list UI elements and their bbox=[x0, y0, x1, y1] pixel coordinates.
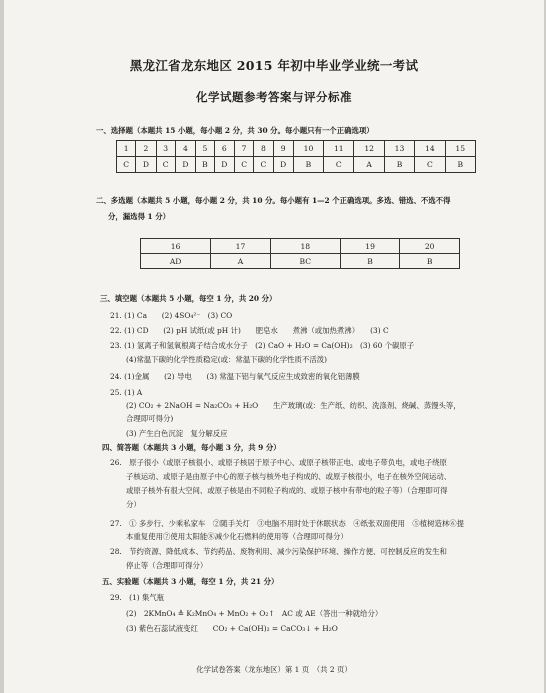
answer-25-part-3: (3) 产生白色沉淀 复分解反应 bbox=[126, 429, 228, 438]
answer-cell: D bbox=[175, 157, 195, 173]
question-number-cell: 14 bbox=[415, 141, 445, 157]
question-number-cell: 6 bbox=[214, 141, 234, 157]
answer-cell: D bbox=[136, 157, 156, 173]
question-number-cell: 19 bbox=[340, 239, 400, 254]
multi-select-answer-table bbox=[140, 238, 460, 269]
answer-25: 25. (1) A bbox=[110, 388, 143, 397]
question-number-cell: 20 bbox=[400, 239, 460, 254]
answer-29-part-2: (2) 2KMnO₄ ≜ K₂MnO₄ + MnO₂ + O₂↑ AC 或 AE（答出一种就给分） bbox=[126, 609, 383, 618]
answer-23: 23. (1) 氢离子和氢氧根离子结合成水分子 (2) CaO + H₂O = Ca(OH)₂ (3) 60 个碳原子 bbox=[110, 341, 415, 350]
answer-22: 22. (1) CD (2) pH 试纸(或 pH 计) 肥皂水 煮沸（或加热煮沸） (3) C bbox=[110, 326, 389, 335]
multiple-choice-answer-table bbox=[116, 140, 476, 173]
question-number-cell: 18 bbox=[270, 239, 340, 254]
answer-sheet-page bbox=[4, 0, 544, 693]
question-number-cell: 3 bbox=[156, 141, 175, 157]
answer-28-line-2: 停止等（合理即可得分） bbox=[126, 561, 208, 570]
question-number-cell: 17 bbox=[211, 239, 271, 254]
answer-cell: C bbox=[324, 157, 354, 173]
question-number-cell: 16 bbox=[141, 239, 211, 254]
answer-29-part-1: 29. (1) 集气瓶 bbox=[110, 593, 165, 602]
answer-cell: A bbox=[354, 157, 384, 173]
exam-title: 黑龙江省龙东地区 2015 年初中毕业学业统一考试 bbox=[129, 58, 419, 73]
question-number-cell: 1 bbox=[117, 141, 136, 157]
answer-28-line-1: 28. 节约资源、降低成本、节约药品、废物利用、减少污染保护环境、操作方便、可控制反应的发生和 bbox=[110, 547, 447, 556]
answer-cell: C bbox=[234, 157, 253, 173]
answer-cell: B bbox=[196, 157, 215, 173]
answer-26-line-4: 分） bbox=[126, 500, 141, 509]
answer-27-line-2: 本重复使用⑦使用太阳能⑧减少化石燃料的使用等（合理即可得分） bbox=[126, 532, 348, 541]
answer-cell: B bbox=[340, 254, 400, 269]
answer-cell: B bbox=[445, 157, 475, 173]
answer-cell: D bbox=[273, 157, 293, 173]
answer-row bbox=[117, 157, 476, 173]
answer-23-part-4: (4)常温下碳的化学性质稳定(或：常温下碳的化学性质不活泼) bbox=[126, 355, 328, 364]
section-2-heading-line-2: 分，漏选得 1 分） bbox=[108, 212, 171, 221]
answer-25-part-2: (2) CO₂ + 2NaOH = Na₂CO₃ + H₂O 生产玻璃(或：生产纸、纺织、洗涤剂、烧碱、蒸馒头等， bbox=[126, 401, 461, 410]
section-2-heading-line-1: 二、多选题（本题共 5 小题，每小题 2 分，共 10 分。每小题有 1—2 个正确选项。多选、错选、不选不得 bbox=[96, 196, 451, 205]
answer-cell: BC bbox=[270, 254, 340, 269]
question-number-cell: 15 bbox=[445, 141, 475, 157]
section-4-heading: 四、简答题（本题共 3 小题，每小题 3 分，共 9 分） bbox=[102, 443, 281, 452]
answer-cell: D bbox=[214, 157, 234, 173]
answer-row bbox=[141, 254, 460, 269]
answer-cell: C bbox=[415, 157, 445, 173]
answer-26-line-1: 26. 原子很小（或原子核很小、或原子核居于原子中心、或原子核带正电、或电子带负电，或电子绕原 bbox=[110, 458, 447, 467]
answer-25-part-2-cont: 合理即可得分) bbox=[126, 414, 174, 423]
answer-cell: C bbox=[254, 157, 273, 173]
question-number-cell: 9 bbox=[273, 141, 293, 157]
answer-cell: C bbox=[117, 157, 136, 173]
page-footer: 化学试卷答案（龙东地区）第 1 页 （共 2 页） bbox=[196, 665, 352, 674]
question-number-cell: 2 bbox=[136, 141, 156, 157]
answer-cell: AD bbox=[141, 254, 211, 269]
answer-21: 21. (1) Ca (2) 4SO₄²⁻ (3) CO bbox=[110, 311, 233, 320]
answer-26-line-3: 或原子核外有很大空间、或原子核是由不同粒子构成的、或原子核中有带电的粒子等）（合理即可得 bbox=[126, 486, 448, 495]
question-number-cell: 10 bbox=[293, 141, 323, 157]
answer-cell: A bbox=[211, 254, 271, 269]
question-number-row bbox=[141, 239, 460, 254]
answer-cell: B bbox=[384, 157, 414, 173]
question-number-cell: 7 bbox=[234, 141, 253, 157]
question-number-cell: 11 bbox=[324, 141, 354, 157]
answer-cell: B bbox=[293, 157, 323, 173]
question-number-cell: 12 bbox=[354, 141, 384, 157]
document-subtitle: 化学试题参考答案与评分标准 bbox=[196, 90, 352, 104]
question-number-cell: 13 bbox=[384, 141, 414, 157]
answer-cell: B bbox=[400, 254, 460, 269]
question-number-cell: 4 bbox=[175, 141, 195, 157]
answer-29-part-3: (3) 紫色石蕊试液变红 CO₂ + Ca(OH)₂ = CaCO₃↓ + H₂O bbox=[126, 624, 338, 633]
question-number-cell: 5 bbox=[196, 141, 215, 157]
answer-24: 24. (1)金属 (2) 导电 (3) 常温下铝与氧气反应生成致密的氧化铝薄膜 bbox=[110, 372, 360, 381]
answer-26-line-2: 子核运动、或原子是由原子中心的原子核与核外电子构成的、或原子核很小，电子在核外空间运动、 bbox=[126, 472, 452, 481]
answer-cell: C bbox=[156, 157, 175, 173]
question-number-row bbox=[117, 141, 476, 157]
question-number-cell: 8 bbox=[254, 141, 273, 157]
section-1-heading: 一、选择题（本题共 15 小题，每小题 2 分，共 30 分。每小题只有一个正确选项） bbox=[96, 126, 374, 135]
section-5-heading: 五、实验题（本题共 3 小题，每空 1 分，共 21 分） bbox=[102, 577, 279, 586]
answer-27-line-1: 27. ① 多步行、少乘私家车 ②随手关灯 ③电脑不用时处于休眠状态 ④纸张双面使用 ⑤植树造林⑥提 bbox=[110, 519, 465, 528]
section-3-heading: 三、填空题（本题共 5 小题，每空 1 分，共 20 分） bbox=[100, 294, 277, 303]
